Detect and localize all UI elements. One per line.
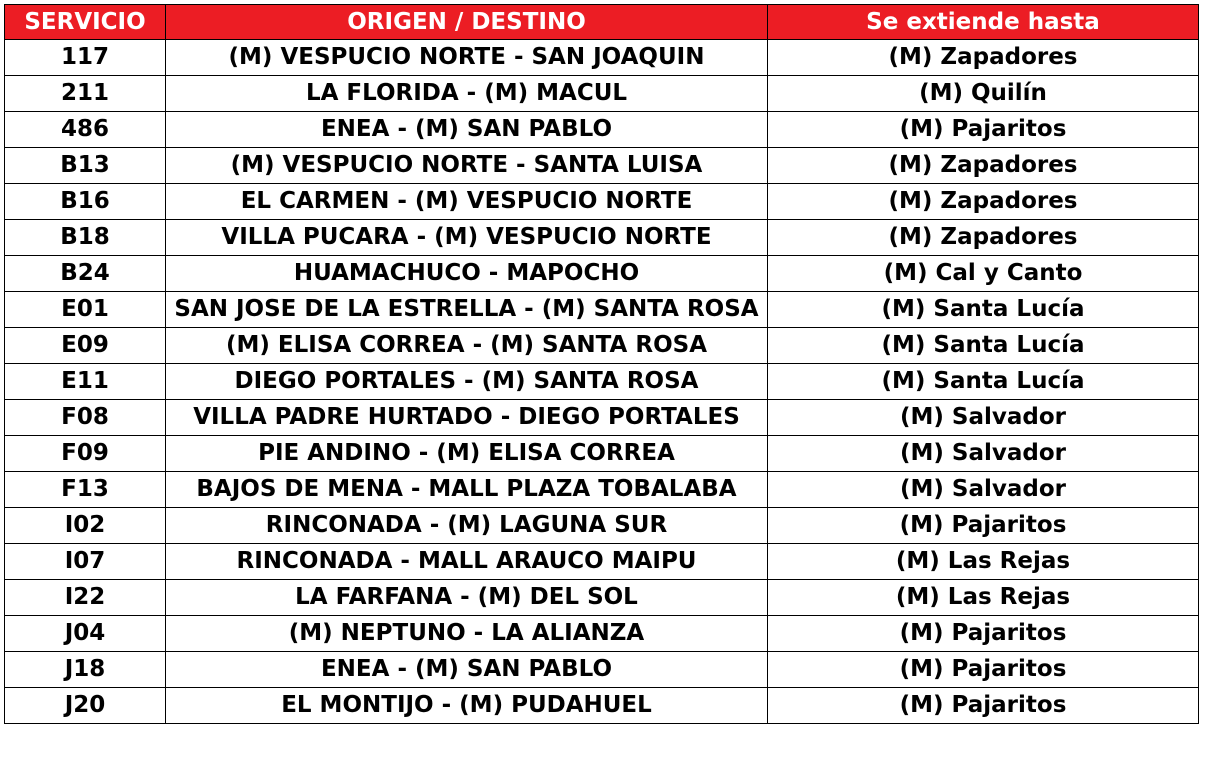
- cell-origen-destino: EL CARMEN - (M) VESPUCIO NORTE: [166, 184, 768, 220]
- cell-origen-destino: PIE ANDINO - (M) ELISA CORREA: [166, 436, 768, 472]
- table-row: [5, 328, 1199, 364]
- cell-se-extiende-hasta: (M) Santa Lucía: [768, 364, 1199, 400]
- cell-origen-destino: SAN JOSE DE LA ESTRELLA - (M) SANTA ROSA: [166, 292, 768, 328]
- cell-se-extiende-hasta: (M) Zapadores: [768, 220, 1199, 256]
- cell-servicio: 211: [5, 76, 166, 112]
- header-row: [5, 5, 1199, 40]
- header-se-extiende-hasta: Se extiende hasta: [768, 5, 1199, 40]
- cell-servicio: F13: [5, 472, 166, 508]
- table-row: [5, 472, 1199, 508]
- cell-origen-destino: RINCONADA - MALL ARAUCO MAIPU: [166, 544, 768, 580]
- cell-servicio: B24: [5, 256, 166, 292]
- cell-servicio: J18: [5, 652, 166, 688]
- table-body: [5, 40, 1199, 724]
- table-row: [5, 256, 1199, 292]
- table-row: [5, 292, 1199, 328]
- cell-se-extiende-hasta: (M) Zapadores: [768, 40, 1199, 76]
- cell-se-extiende-hasta: (M) Pajaritos: [768, 652, 1199, 688]
- cell-se-extiende-hasta: (M) Cal y Canto: [768, 256, 1199, 292]
- table-row: [5, 220, 1199, 256]
- table-row: [5, 544, 1199, 580]
- cell-origen-destino: (M) VESPUCIO NORTE - SANTA LUISA: [166, 148, 768, 184]
- cell-servicio: B16: [5, 184, 166, 220]
- table-row: [5, 148, 1199, 184]
- cell-se-extiende-hasta: (M) Pajaritos: [768, 112, 1199, 148]
- cell-origen-destino: HUAMACHUCO - MAPOCHO: [166, 256, 768, 292]
- cell-se-extiende-hasta: (M) Salvador: [768, 436, 1199, 472]
- table-row: [5, 580, 1199, 616]
- cell-se-extiende-hasta: (M) Las Rejas: [768, 580, 1199, 616]
- cell-servicio: I02: [5, 508, 166, 544]
- cell-servicio: F08: [5, 400, 166, 436]
- cell-servicio: 486: [5, 112, 166, 148]
- table-row: [5, 40, 1199, 76]
- cell-se-extiende-hasta: (M) Salvador: [768, 472, 1199, 508]
- cell-origen-destino: VILLA PADRE HURTADO - DIEGO PORTALES: [166, 400, 768, 436]
- cell-origen-destino: ENEA - (M) SAN PABLO: [166, 112, 768, 148]
- cell-servicio: E09: [5, 328, 166, 364]
- cell-se-extiende-hasta: (M) Zapadores: [768, 184, 1199, 220]
- table-row: [5, 688, 1199, 724]
- cell-se-extiende-hasta: (M) Pajaritos: [768, 508, 1199, 544]
- table-row: [5, 652, 1199, 688]
- cell-servicio: B13: [5, 148, 166, 184]
- cell-origen-destino: (M) ELISA CORREA - (M) SANTA ROSA: [166, 328, 768, 364]
- table-row: [5, 616, 1199, 652]
- table-row: [5, 508, 1199, 544]
- cell-se-extiende-hasta: (M) Salvador: [768, 400, 1199, 436]
- table-row: [5, 184, 1199, 220]
- cell-origen-destino: VILLA PUCARA - (M) VESPUCIO NORTE: [166, 220, 768, 256]
- cell-origen-destino: ENEA - (M) SAN PABLO: [166, 652, 768, 688]
- table-row: [5, 76, 1199, 112]
- cell-origen-destino: (M) NEPTUNO - LA ALIANZA: [166, 616, 768, 652]
- cell-servicio: E01: [5, 292, 166, 328]
- cell-origen-destino: LA FLORIDA - (M) MACUL: [166, 76, 768, 112]
- services-table: [4, 4, 1199, 724]
- header-servicio: SERVICIO: [5, 5, 166, 40]
- cell-origen-destino: EL MONTIJO - (M) PUDAHUEL: [166, 688, 768, 724]
- cell-servicio: J04: [5, 616, 166, 652]
- cell-servicio: 117: [5, 40, 166, 76]
- cell-origen-destino: BAJOS DE MENA - MALL PLAZA TOBALABA: [166, 472, 768, 508]
- cell-se-extiende-hasta: (M) Pajaritos: [768, 688, 1199, 724]
- cell-origen-destino: (M) VESPUCIO NORTE - SAN JOAQUIN: [166, 40, 768, 76]
- cell-origen-destino: DIEGO PORTALES - (M) SANTA ROSA: [166, 364, 768, 400]
- header-origen-destino: ORIGEN / DESTINO: [166, 5, 768, 40]
- cell-servicio: B18: [5, 220, 166, 256]
- table-header: [5, 5, 1199, 40]
- table-row: [5, 112, 1199, 148]
- cell-servicio: E11: [5, 364, 166, 400]
- services-table-container: [4, 4, 1199, 724]
- cell-origen-destino: LA FARFANA - (M) DEL SOL: [166, 580, 768, 616]
- cell-se-extiende-hasta: (M) Pajaritos: [768, 616, 1199, 652]
- cell-se-extiende-hasta: (M) Zapadores: [768, 148, 1199, 184]
- cell-se-extiende-hasta: (M) Las Rejas: [768, 544, 1199, 580]
- cell-servicio: I22: [5, 580, 166, 616]
- cell-se-extiende-hasta: (M) Santa Lucía: [768, 292, 1199, 328]
- cell-servicio: J20: [5, 688, 166, 724]
- cell-servicio: I07: [5, 544, 166, 580]
- table-row: [5, 400, 1199, 436]
- table-row: [5, 436, 1199, 472]
- cell-servicio: F09: [5, 436, 166, 472]
- cell-se-extiende-hasta: (M) Quilín: [768, 76, 1199, 112]
- table-row: [5, 364, 1199, 400]
- cell-origen-destino: RINCONADA - (M) LAGUNA SUR: [166, 508, 768, 544]
- cell-se-extiende-hasta: (M) Santa Lucía: [768, 328, 1199, 364]
